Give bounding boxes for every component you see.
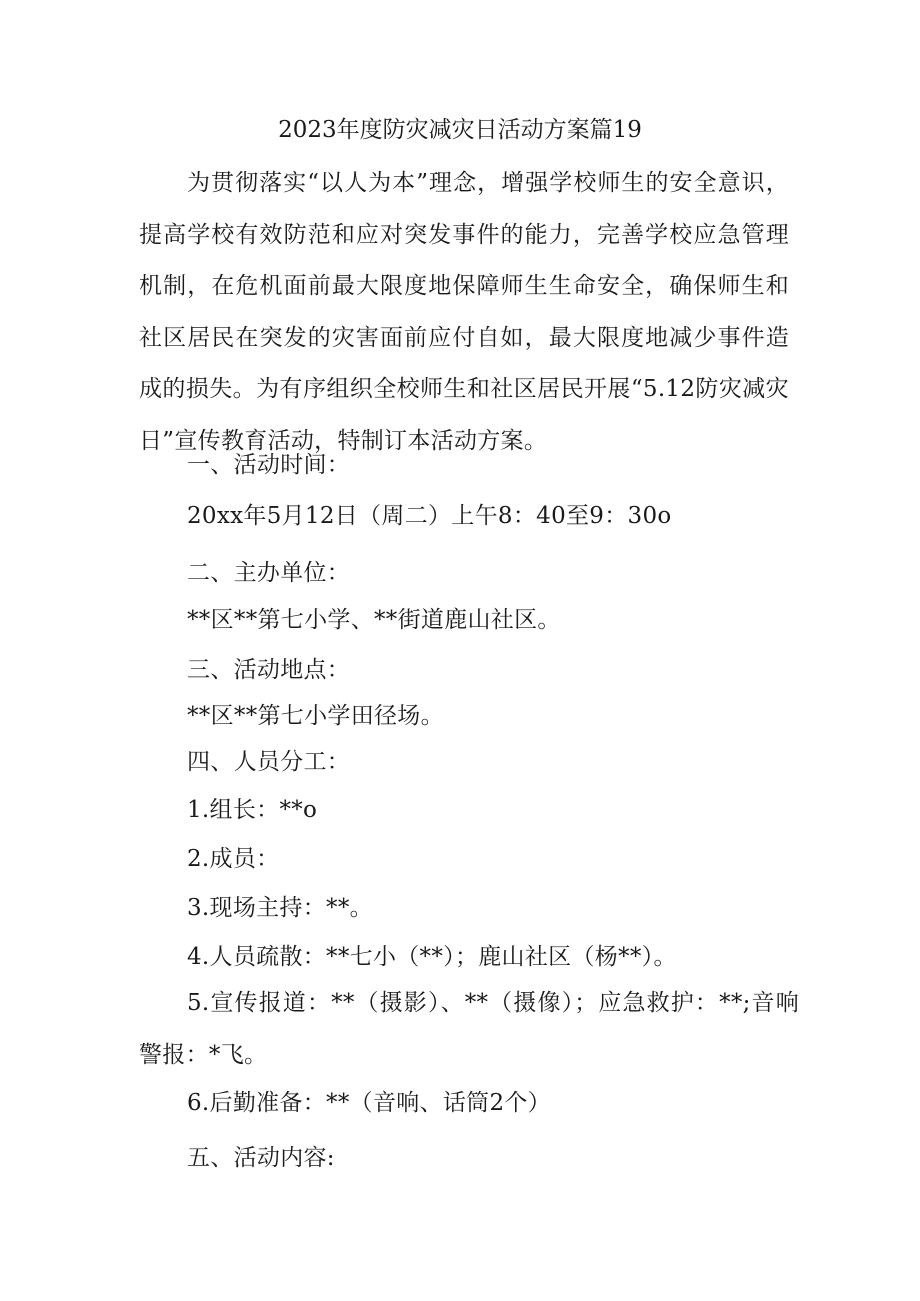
section3-body: **区**第七小学田径场。	[187, 703, 444, 729]
section2-body: **区**第七小学、**街道鹿山社区。	[187, 607, 561, 633]
section1-heading: 一、活动时间：	[187, 452, 351, 478]
staff-item-6: 6.后勤准备：**（音响、话筒2个）	[187, 1090, 551, 1116]
staff-item-5: 5.宣传报道：**（摄影）、**（摄像）；应急救护：**;音响警报：*飞。	[139, 990, 799, 1068]
section5-heading: 五、活动内容:	[187, 1145, 335, 1171]
staff-item-1: 1.组长：**o	[187, 797, 318, 823]
staff-item-3: 3.现场主持：**。	[187, 895, 373, 921]
document-title: 2023年度防灾减灾日活动方案篇19	[278, 117, 642, 143]
staff-item-2: 2.成员：	[187, 846, 280, 872]
section2-heading: 二、主办单位：	[187, 560, 351, 586]
staff-item-4: 4.人员疏散：**七小（**）；鹿山社区（杨**）。	[187, 944, 677, 970]
section4-heading: 四、人员分工：	[187, 749, 351, 775]
intro-paragraph: 为贯彻落实“以人为本”理念，增强学校师生的安全意识，提高学校有效防范和应对突发事件的能力，完善学校应急管理机制，在危机面前最大限度地保障师生生命安全，确保师生和社区居民在突发的灾害面前应付自如，最大限度地减少事件造成的损失。为有序组织全校师生和社区居民开展“5.12防灾减灾日”宣传教育活动，特制订本活动方案。	[139, 170, 789, 454]
section3-heading: 三、活动地点：	[187, 657, 351, 683]
section1-body: 20xx年5月12日（周二）上午8：40至9：30o	[187, 503, 672, 529]
